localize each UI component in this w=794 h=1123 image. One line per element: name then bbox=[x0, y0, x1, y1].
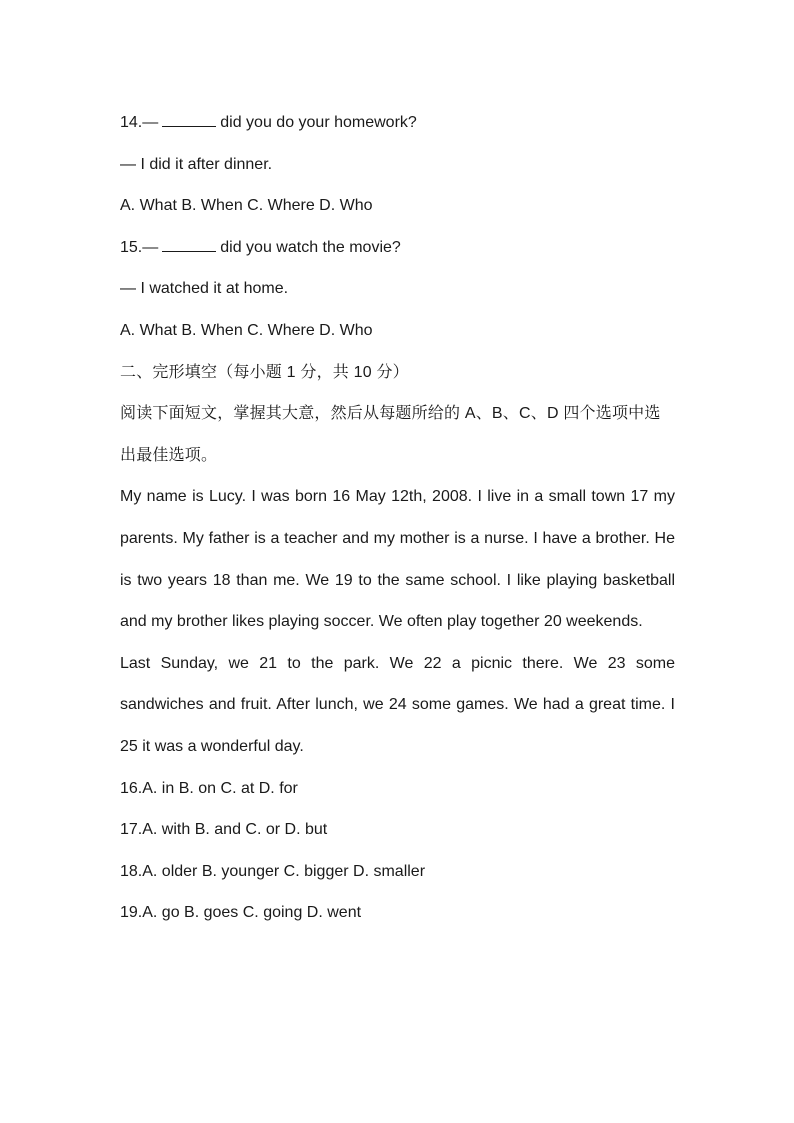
question-14-response: — I did it after dinner. bbox=[120, 155, 273, 173]
question-15-options: A. What B. When C. Where D. Who bbox=[120, 321, 373, 339]
section-instruction: 阅读下面短文，掌握其大意，然后从每题所给的 A、B、C、D 四个选项中选出最佳选项。 bbox=[120, 405, 661, 464]
question-14-prompt bbox=[120, 102, 675, 144]
answer-blank bbox=[162, 237, 216, 252]
answer-blank bbox=[162, 112, 216, 127]
question-15-response: — I watched it at home. bbox=[120, 280, 289, 298]
question-15-prompt bbox=[120, 227, 675, 269]
question-14-options: A. What B. When C. Where D. Who bbox=[120, 197, 373, 215]
passage-paragraph-1: My name is Lucy. I was born 16 May 12th, 2008. I live in a small town 17 my parents. My father is a teacher and my mother is a nurse. I have a brother. He is two years 18 than me. We 19 to the same school. I like playing basketball and my brother likes playing soccer. We often play together 20 weekends. bbox=[120, 488, 675, 631]
cloze-option-19: 19.A. go B. goes C. going D. went bbox=[120, 904, 362, 922]
question-number: 15.— bbox=[120, 238, 159, 256]
cloze-option-17: 17.A. with B. and C. or D. but bbox=[120, 821, 328, 839]
cloze-option-16: 16.A. in B. on C. at D. for bbox=[120, 779, 298, 797]
passage-paragraph-2: Last Sunday, we 21 to the park. We 22 a picnic there. We 23 some sandwiches and fruit. After lunch, we 24 some games. We had a great time. I 25 it was a wonderful day. bbox=[120, 654, 675, 755]
section-heading: 二、完形填空（每小题 1 分，共 10 分） bbox=[120, 363, 409, 381]
question-text: did you watch the movie? bbox=[220, 238, 401, 256]
cloze-option-18: 18.A. older B. younger C. bigger D. smaller bbox=[120, 862, 426, 880]
question-text: did you do your homework? bbox=[220, 114, 417, 131]
document-page bbox=[120, 102, 675, 934]
question-number: 14.— bbox=[120, 114, 159, 131]
